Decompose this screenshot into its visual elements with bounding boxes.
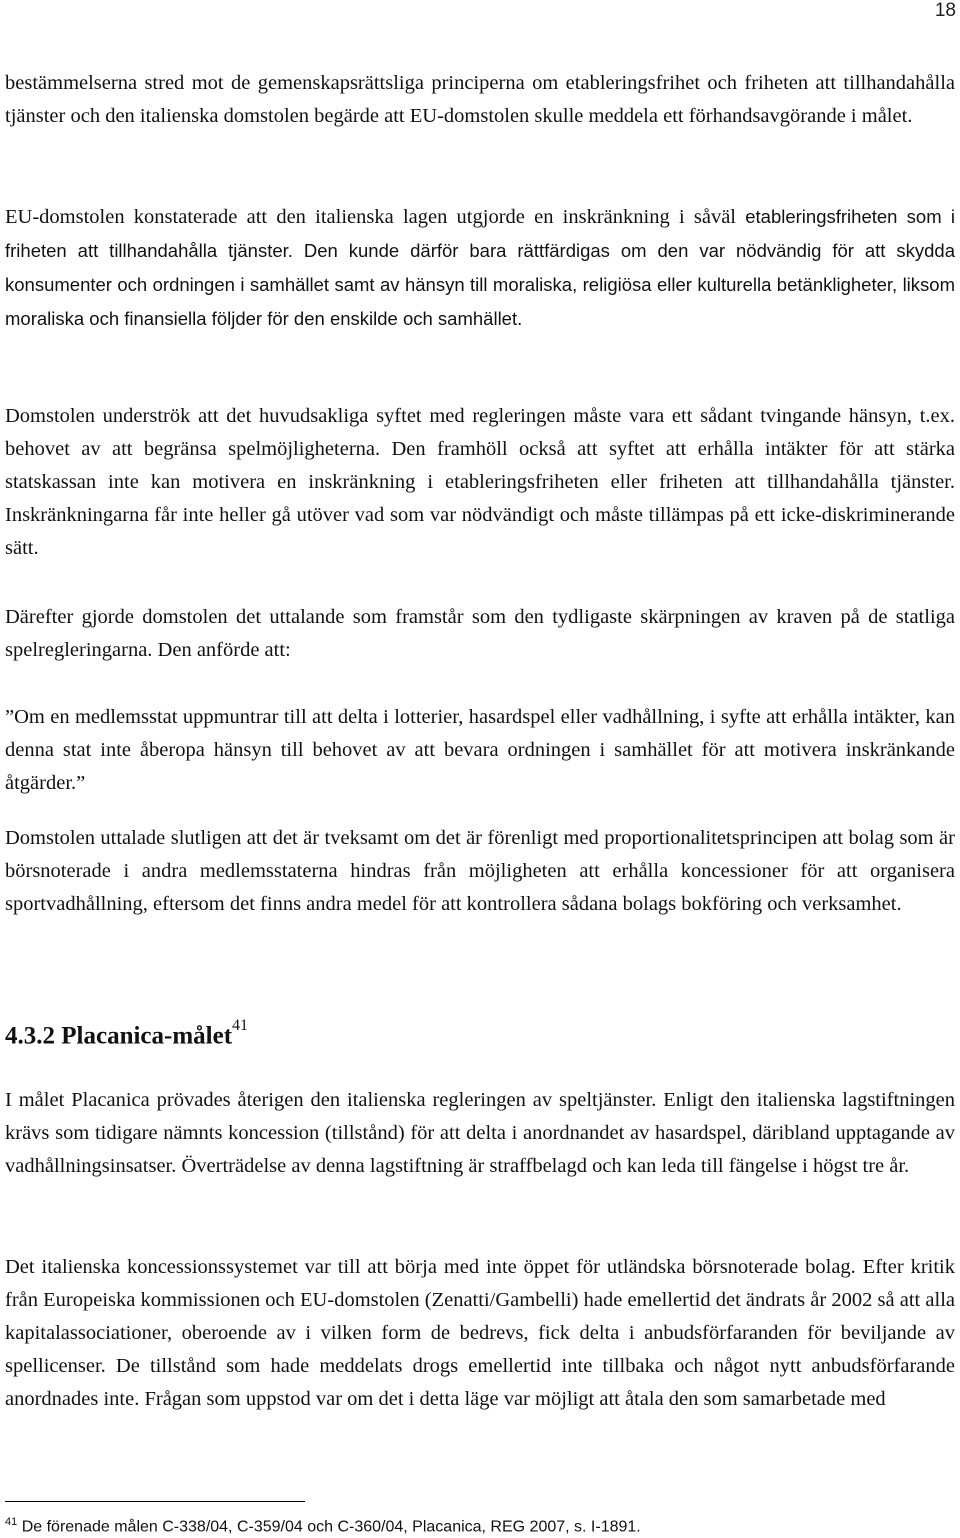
page-number: 18 [934,0,956,21]
paragraph-2-sans-part: etableringsfriheten som i friheten att tillhandahålla tjänster. Den kunde därför bara rättfärdigas om den var nödvändig för att skydda konsumenter och ordningen i samhället samt av hänsyn till moraliska, religiösa eller kulturella betänkligheter, liksom moraliska och finansiella följder för den enskilde och samhället. [5,206,955,329]
paragraph-6: I målet Placanica prövades återigen den italienska regleringen av speltjänster. Enligt den italienska lagstiftningen krävs som tidigare nämnts koncession (tillstånd) för att delta i anordnandet av hasardspel, däribland upptagande av vadhållningsinsatser. Överträdelse av denna lagstiftning är straffbelagd och kan leda till fängelse i högst tre år. [5,1089,955,1177]
paragraph-5: Domstolen uttalade slutligen att det är tveksamt om det är förenligt med proportionalitetsprincipen att bolag som är börsnoterade i andra medlemsstaterna hindras från möjligheten att erhålla koncessioner för att organisera sportvadhållning, eftersom det finns andra medel för att kontrollera sådana bolags bokföring och verksamhet. [5,827,955,915]
paragraph-2-serif-part: EU-domstolen konstaterade att den italienska lagen utgjorde en inskränkning i såväl [5,206,736,228]
paragraph-4: Därefter gjorde domstolen det uttalande som framstår som den tydligaste skärpningen av kraven på de statliga spelregleringarna. Den anförde att: [5,606,955,661]
footnote [5,1511,641,1538]
footnote-number: 41 [5,1516,18,1528]
paragraph-1: bestämmelserna stred mot de gemenskapsrättsliga principerna om etableringsfrihet och friheten att tillhandahålla tjänster och den italienska domstolen begärde att EU-domstolen skulle meddela ett förhandsavgörande i målet. [5,72,955,127]
paragraph-2 [5,200,955,336]
block-quote: ”Om en medlemsstat uppmuntrar till att delta i lotterier, hasardspel eller vadhållning, i syfte att erhålla intäkter, kan denna stat inte åberopa hänsyn till behovet av att bevara ordningen i samhället för att motivera inskränkande åtgärder.” [5,706,955,794]
section-heading-text: 4.3.2 Placanica-målet [5,1022,233,1050]
paragraph-3: Domstolen underströk att det huvudsakliga syftet med regleringen måste vara ett sådant tvingande hänsyn, t.ex. behovet av att begränsa spelmöjligheterna. Den framhöll också att syftet att erhålla intäkter för att stärka statskassan inte kan motivera en inskränkning i etableringsfriheten eller friheten att tillhandahålla tjänster. Inskränkningarna får inte heller gå utöver vad som var nödvändigt och måste tillämpas på ett icke-diskriminerande sätt. [5,405,955,559]
footnote-divider [5,1501,305,1502]
section-heading [5,1013,248,1053]
paragraph-7: Det italienska koncessionssystemet var till att börja med inte öppet för utländska börsnoterade bolag. Efter kritik från Europeiska kommissionen och EU-domstolen (Zenatti/Gambelli) hade emellertid det ändrats år 2002 så att alla kapitalassociationer, oberoende av i vilken form de bedrevs, fick delta i anbudsförfaranden för beviljande av spellicenser. De tillstånd som hade meddelats drogs emellertid inte tillbaka och något nytt anbudsförfarande anordnades inte. Frågan som uppstod var om det i detta läge var möjligt att åtala den som samarbetade med [5,1256,955,1410]
footnote-text: De förenade målen C-338/04, C-359/04 och C-360/04, Placanica, REG 2007, s. I-1891. [21,1518,641,1536]
footnote-reference: 41 [232,1017,249,1034]
